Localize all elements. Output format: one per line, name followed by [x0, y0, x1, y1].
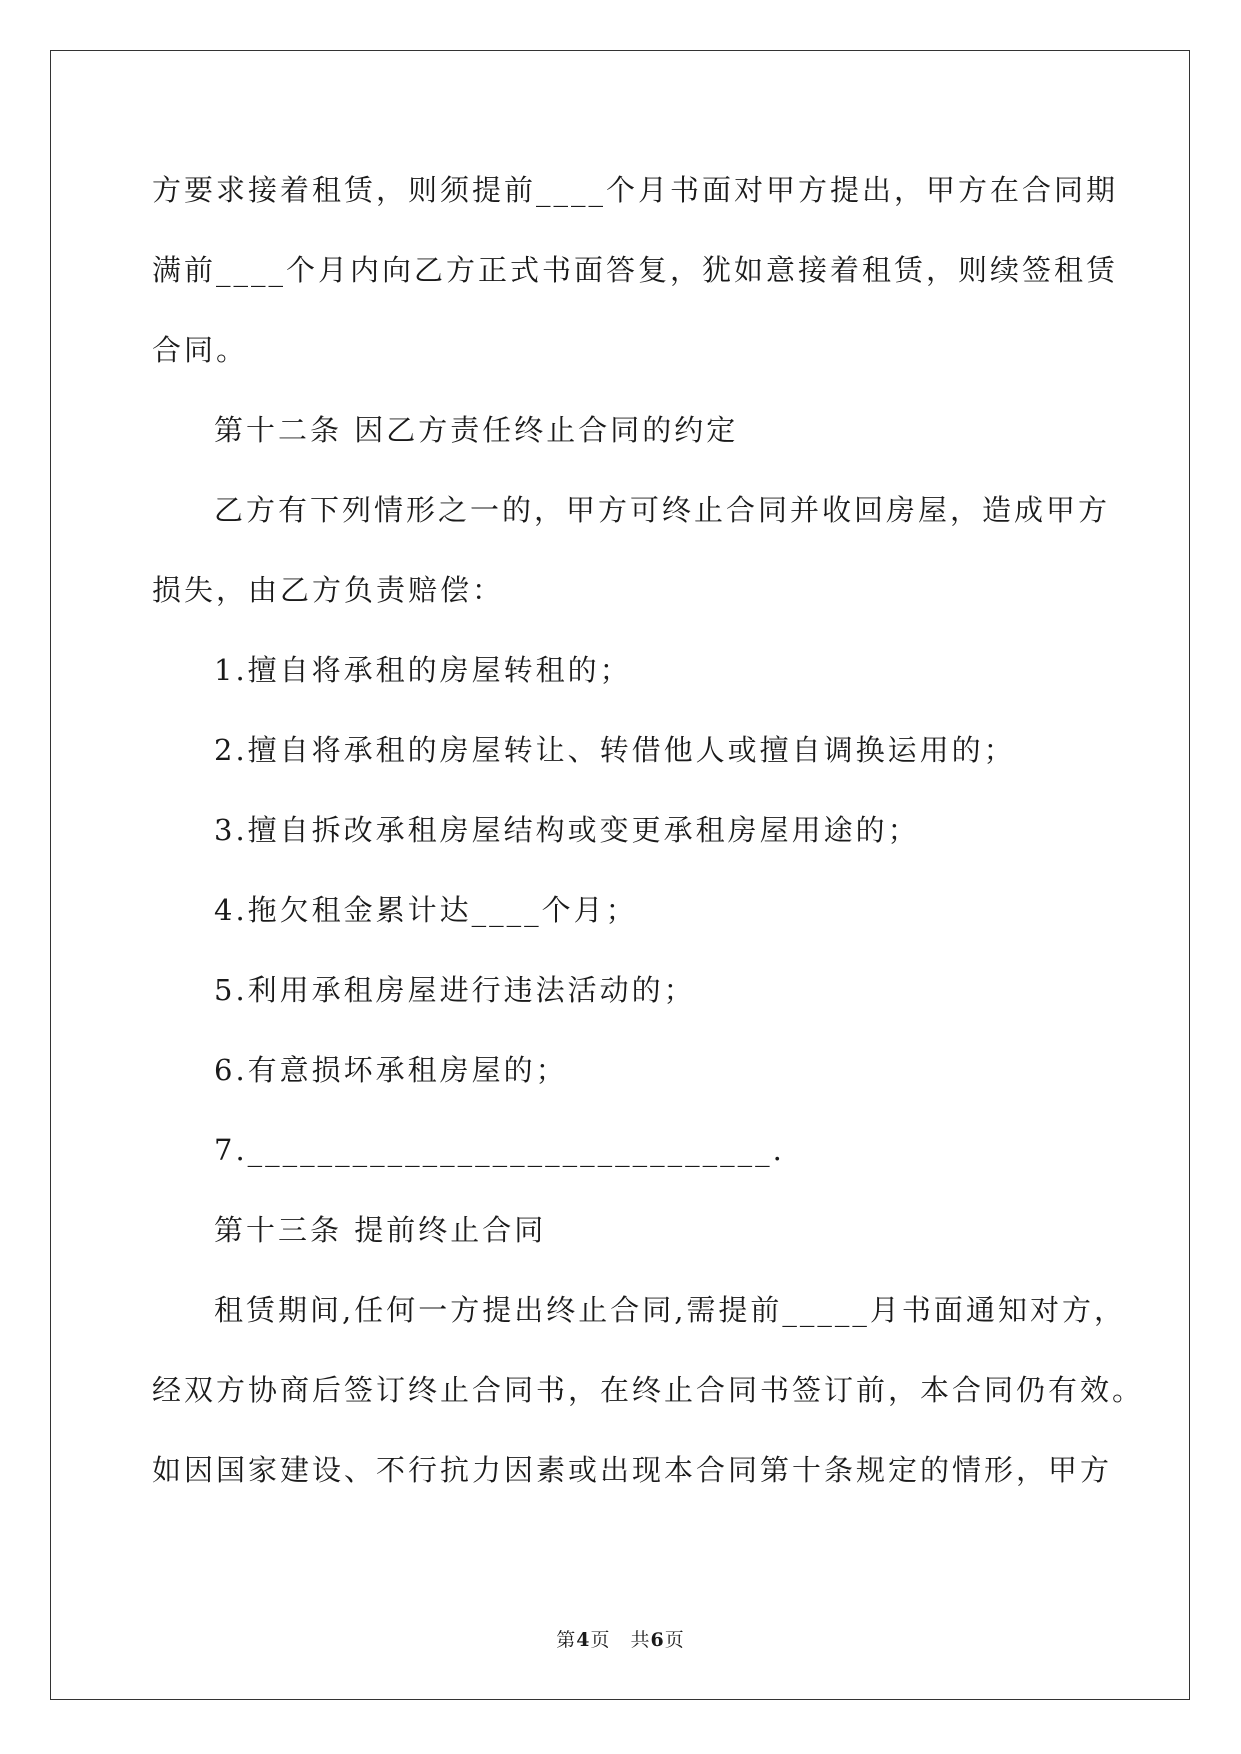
list-item-7: 7.______________________________. [214, 1133, 785, 1167]
list-item-2: 2.擅自将承租的房屋转让、转借他人或擅自调换运用的； [214, 733, 1016, 767]
page-footer [0, 1628, 1241, 1652]
body-line-15: 租赁期间,任何一方提出终止合同,需提前_____月书面通知对方， [214, 1293, 1126, 1327]
body-line-5: 乙方有下列情形之一的，甲方可终止合同并收回房屋，造成甲方 [214, 493, 1111, 527]
total-pages: 6 [650, 1629, 665, 1651]
article-12-heading: 第十二条 因乙方责任终止合同的约定 [214, 413, 739, 447]
total-prefix: 共 [630, 1629, 651, 1651]
body-line-3: 合同。 [152, 333, 249, 367]
list-item-1: 1.擅自将承租的房屋转租的； [214, 653, 632, 687]
list-item-5: 5.利用承租房屋进行违法活动的； [214, 973, 696, 1007]
list-item-6: 6.有意损坏承租房屋的； [214, 1053, 568, 1087]
body-line-1: 方要求接着租赁，则须提前____个月书面对甲方提出，甲方在合同期 [152, 173, 1119, 207]
page-prefix: 第 [556, 1629, 577, 1651]
page-suffix: 页 [590, 1629, 611, 1651]
body-line-17: 如因国家建设、不行抗力因素或出现本合同第十条规定的情形，甲方 [152, 1453, 1113, 1487]
article-13-heading: 第十三条 提前终止合同 [214, 1213, 547, 1247]
page-current: 4 [576, 1629, 591, 1651]
list-item-3: 3.擅自拆改承租房屋结构或变更承租房屋用途的； [214, 813, 920, 847]
body-line-2: 满前____个月内向乙方正式书面答复，犹如意接着租赁，则续签租赁 [152, 253, 1119, 287]
body-line-16: 经双方协商后签订终止合同书，在终止合同书签订前，本合同仍有效。 [152, 1373, 1145, 1407]
total-suffix: 页 [664, 1629, 685, 1651]
body-line-6: 损失，由乙方负责赔偿： [152, 573, 505, 607]
list-item-4: 4.拖欠租金累计达____个月； [214, 893, 638, 927]
